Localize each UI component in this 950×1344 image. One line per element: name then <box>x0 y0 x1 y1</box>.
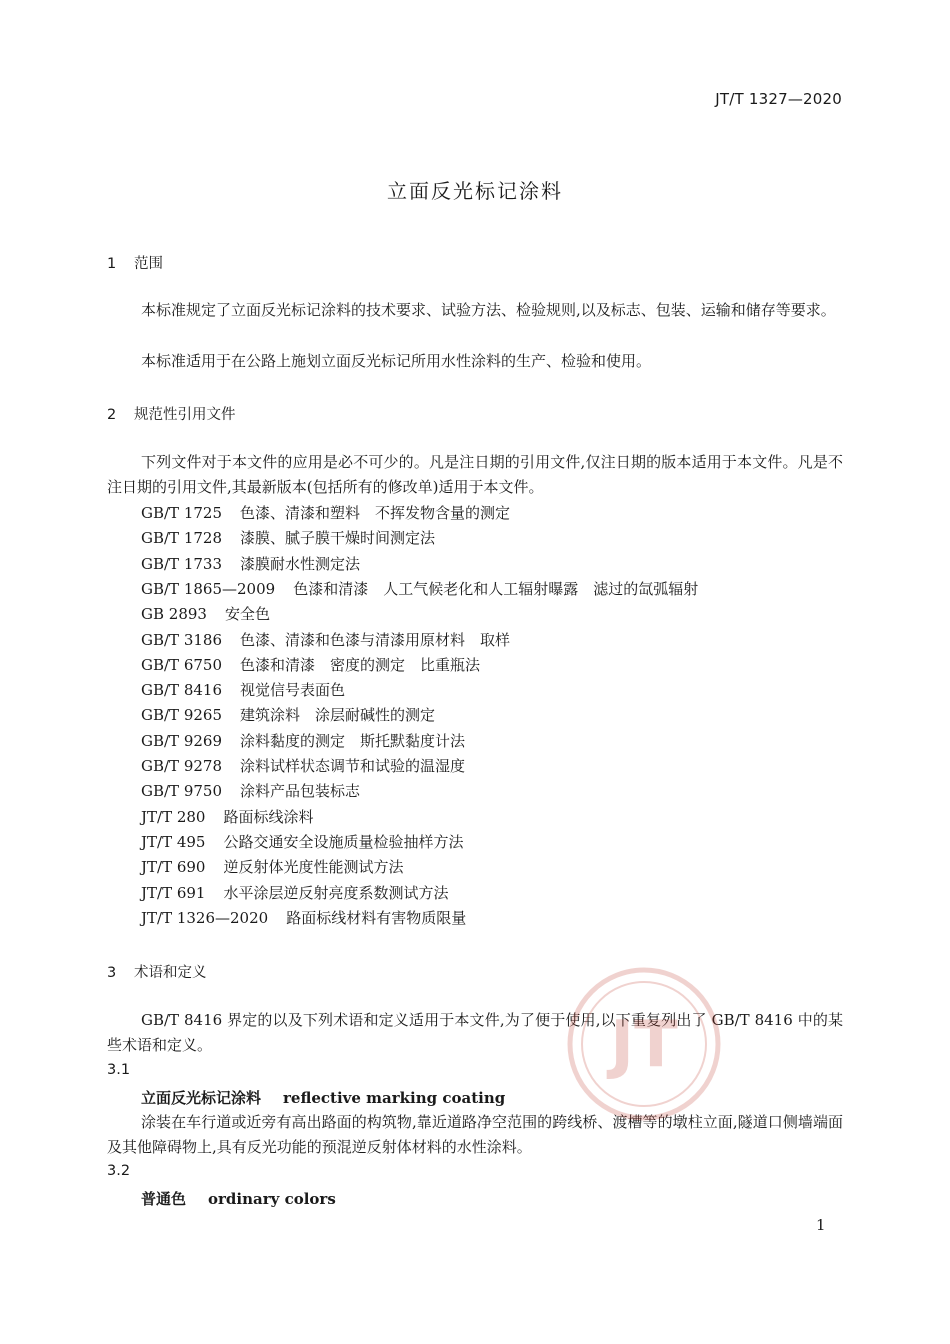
reference-item <box>141 881 449 906</box>
section-3-heading <box>107 961 207 982</box>
reference-item <box>141 577 698 602</box>
reference-code: JT/T 691 <box>141 883 206 902</box>
section-title: 规范性引用文件 <box>134 407 236 423</box>
reference-title: 漆膜耐水性测定法 <box>240 554 361 573</box>
section-number: 3 <box>107 965 117 981</box>
term-english: reflective marking coating <box>283 1089 506 1107</box>
clause-3-1-number: 3.1 <box>107 1062 131 1078</box>
reference-title: 逆反射体光度性能测试方法 <box>223 858 404 877</box>
page-number: 1 <box>816 1216 826 1234</box>
reference-item <box>141 754 465 779</box>
section-2-intro: 下列文件对于本文件的应用是必不可少的。凡是注日期的引用文件,仅注日期的版本适用于本文件。凡是不注日期的引用文件,其最新版本(包括所有的修改单)适用于本文件。 <box>107 453 843 496</box>
section-title: 范围 <box>134 256 163 272</box>
section-1-paragraph-1: 本标准规定了立面反光标记涂料的技术要求、试验方法、检验规则,以及标志、包装、运输和储存等要求。 <box>141 301 836 319</box>
term-english: ordinary colors <box>208 1190 336 1208</box>
reference-title: 路面标线材料有害物质限量 <box>286 908 467 927</box>
reference-code: GB 2893 <box>141 605 207 624</box>
term-chinese: 立面反光标记涂料 <box>141 1089 262 1107</box>
jt-seal-watermark <box>566 966 722 1122</box>
reference-item <box>141 678 345 703</box>
reference-code: GB/T 3186 <box>141 630 223 649</box>
reference-title: 色漆、清漆和塑料 不挥发物含量的测定 <box>240 504 511 522</box>
reference-code: GB/T 8416 <box>141 681 223 700</box>
section-3-intro: GB/T 8416 界定的以及下列术语和定义适用于本文件,为了便于使用,以下重复列出了 GB/T 8416 中的某些术语和定义。 <box>107 1011 843 1054</box>
reference-title: 视觉信号表面色 <box>240 681 346 700</box>
clause-3-2-number: 3.2 <box>107 1163 131 1179</box>
reference-code: GB/T 1725 <box>141 504 223 522</box>
reference-item <box>141 729 465 754</box>
section-1-paragraph-2: 本标准适用于在公路上施划立面反光标记所用水性涂料的生产、检验和使用。 <box>141 352 652 370</box>
reference-item <box>141 602 270 627</box>
reference-item <box>141 779 360 804</box>
reference-code: JT/T 495 <box>141 832 206 851</box>
reference-item <box>141 653 480 678</box>
term-3-1 <box>141 1087 505 1108</box>
section-1-heading <box>107 252 163 273</box>
reference-title: 色漆、清漆和色漆与清漆用原材料 取样 <box>240 630 511 649</box>
document-title: 立面反光标记涂料 <box>387 179 563 203</box>
reference-title: 涂料产品包装标志 <box>240 782 361 801</box>
reference-code: GB/T 9265 <box>141 706 223 725</box>
reference-code: GB/T 9278 <box>141 757 223 775</box>
section-number: 2 <box>107 407 117 423</box>
section-2-heading <box>107 403 236 424</box>
reference-item <box>141 703 435 728</box>
reference-code: GB/T 6750 <box>141 655 223 674</box>
reference-code: GB/T 1728 <box>141 529 223 548</box>
reference-item <box>141 830 464 855</box>
term-3-2 <box>141 1188 336 1209</box>
reference-code: GB/T 1733 <box>141 554 223 573</box>
reference-item <box>141 628 510 653</box>
reference-code: GB/T 9750 <box>141 782 223 801</box>
reference-item <box>141 855 404 880</box>
reference-code: JT/T 280 <box>141 807 206 826</box>
reference-code: JT/T 1326—2020 <box>141 908 269 927</box>
reference-title: 路面标线涂料 <box>223 807 314 826</box>
reference-item <box>141 552 360 577</box>
reference-title: 安全色 <box>224 605 270 624</box>
reference-title: 建筑涂料 涂层耐碱性的测定 <box>240 706 436 725</box>
term-3-1-definition: 涂装在车行道或近旁有高出路面的构筑物,靠近道路净空范围的跨线桥、渡槽等的墩柱立面,隧道口侧墙端面及其他障碍物上,具有反光功能的预混逆反射体材料的水性涂料。 <box>107 1113 843 1156</box>
reference-title: 涂料试样状态调节和试验的温湿度 <box>240 757 466 775</box>
reference-title: 涂料黏度的测定 斯托默黏度计法 <box>240 731 466 750</box>
reference-item <box>141 526 435 551</box>
reference-title: 色漆和清漆 人工气候老化和人工辐射曝露 滤过的氙弧辐射 <box>293 579 699 598</box>
reference-title: 色漆和清漆 密度的测定 比重瓶法 <box>240 655 481 674</box>
reference-item <box>141 906 466 931</box>
document-code: JT/T 1327—2020 <box>715 90 842 108</box>
section-number: 1 <box>107 256 117 272</box>
seal-lettering: JT <box>610 1008 678 1082</box>
term-chinese: 普通色 <box>141 1190 187 1208</box>
reference-code: GB/T 9269 <box>141 731 223 750</box>
reference-item <box>141 501 510 526</box>
reference-code: GB/T 1865—2009 <box>141 579 276 598</box>
section-title: 术语和定义 <box>134 965 207 981</box>
reference-title: 漆膜、腻子膜干燥时间测定法 <box>240 529 436 548</box>
reference-title: 公路交通安全设施质量检验抽样方法 <box>223 832 464 851</box>
reference-item <box>141 805 314 830</box>
reference-title: 水平涂层逆反射亮度系数测试方法 <box>223 883 449 902</box>
reference-code: JT/T 690 <box>141 858 206 877</box>
